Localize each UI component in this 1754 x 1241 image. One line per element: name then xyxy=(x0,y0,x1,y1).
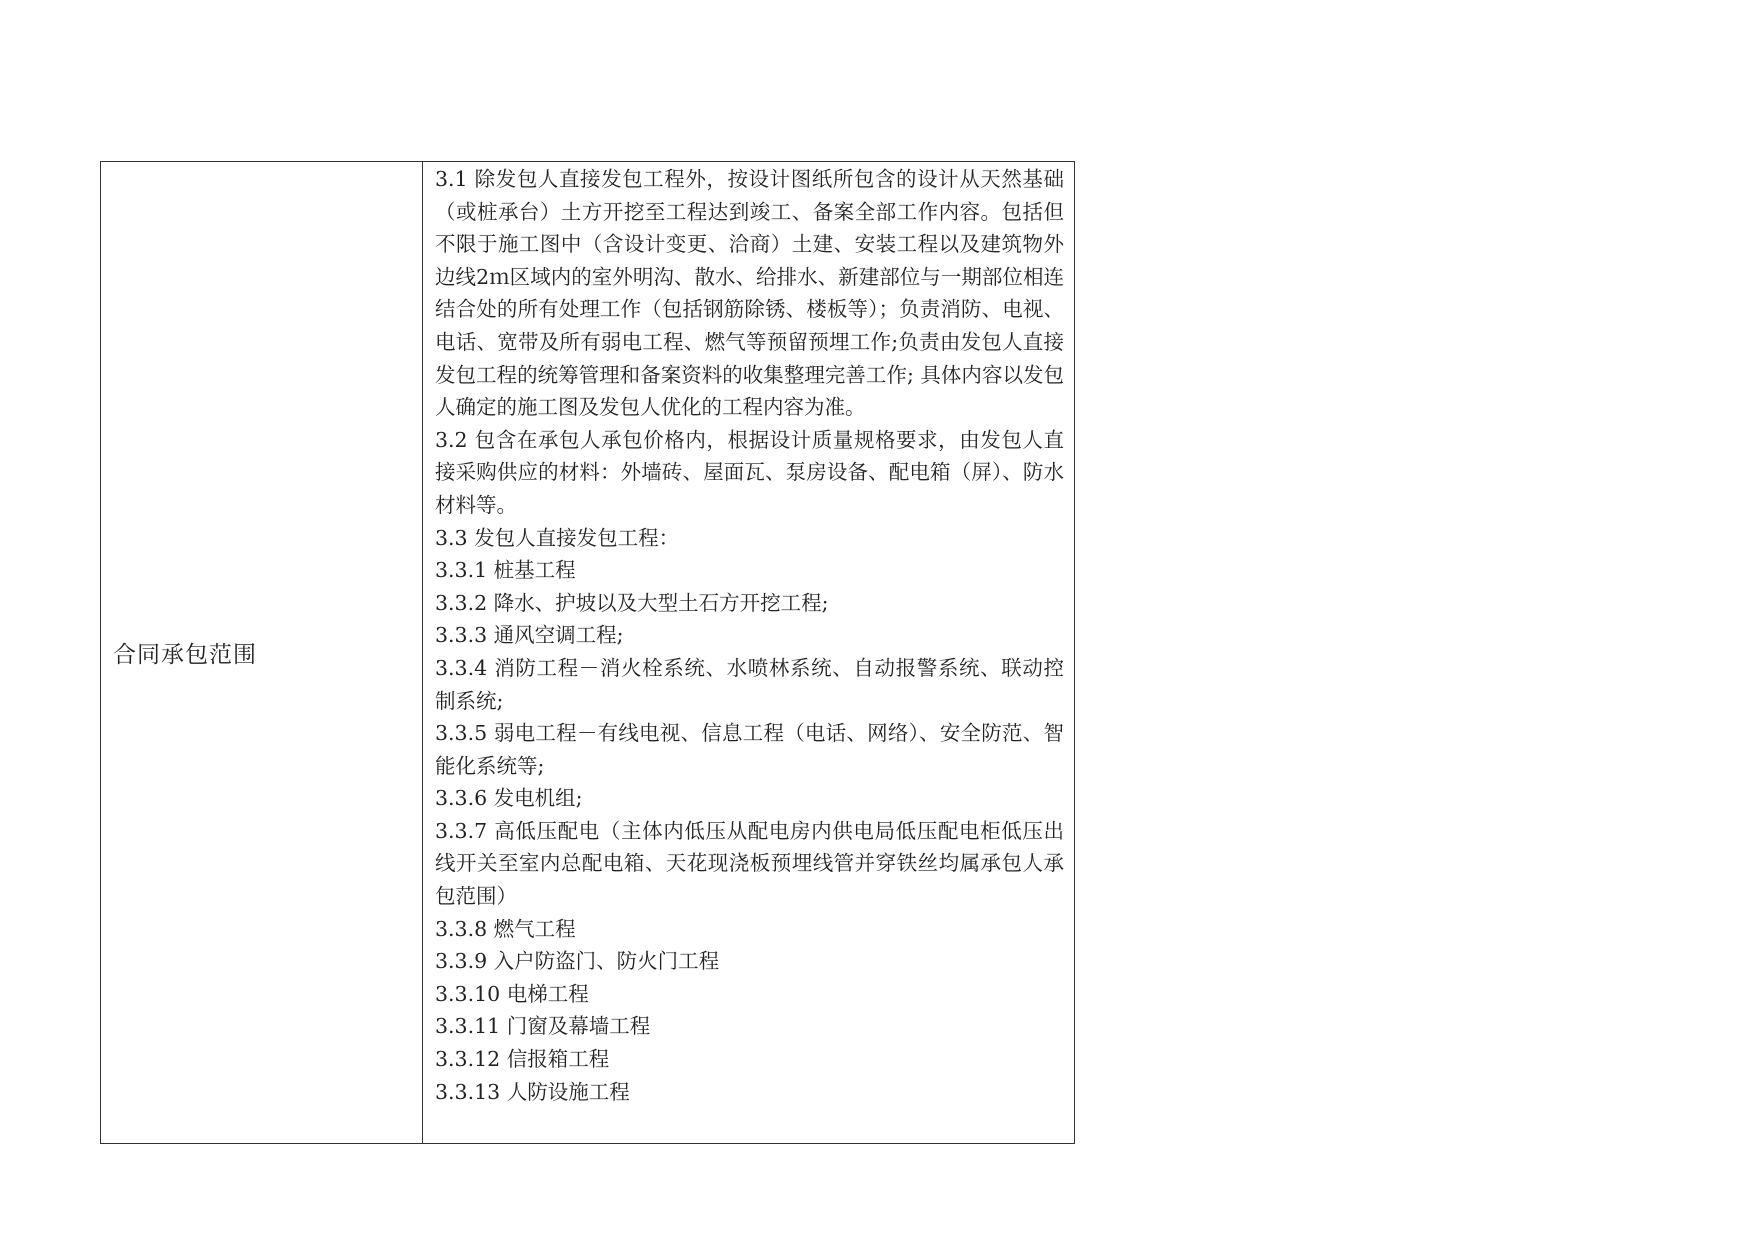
scope-item-3-3-8: 3.3.8 燃气工程 xyxy=(435,916,576,941)
scope-label: 合同承包范围 xyxy=(113,642,257,668)
scope-item-3-3-3: 3.3.3 通风空调工程; xyxy=(435,623,624,648)
scope-item-3-1: 3.1 除发包人直接发包工程外，按设计图纸所包含的设计从天然基础（或桩承台）土方开挖至工程达到竣工、备案全部工作内容。包括但不限于施工图中（含设计变更、洽商）土建、安装工程以及建筑物外边线2ｍ区域内的室外明沟、散水、给排水、新建部位与一期部位相连结合处的所有处理工作（包括钢筋除锈、楼板等）；负责消防、电视、电话、宽带及所有弱电工程、燃气等预留预埋工作;负责由发包人直接发包工程的统筹管理和备案资料的收集整理完善工作; 具体内容以发包人确定的施工图及发包人优化的工程内容为准。 xyxy=(435,167,1064,420)
scope-item-3-3-10: 3.3.10 电梯工程 xyxy=(435,981,589,1006)
scope-item-3-3: 3.3 发包人直接发包工程： xyxy=(435,525,680,550)
scope-label-cell xyxy=(101,162,423,1143)
scope-item-3-3-7: 3.3.7 高低压配电（主体内低压从配电房内供电局低压配电柜低压出线开关至室内总配电箱、天花现浇板预埋线管并穿铁丝均属承包人承包范围） xyxy=(435,818,1064,909)
scope-item-3-3-5: 3.3.5 弱电工程－有线电视、信息工程（电话、网络）、安全防范、智能化系统等; xyxy=(435,721,1064,778)
scope-item-3-3-4: 3.3.4 消防工程－消火栓系统、水喷林系统、自动报警系统、联动控制系统; xyxy=(435,655,1064,713)
scope-item-3-2: 3.2 包含在承包人承包价格内，根据设计质量规格要求，由发包人直接采购供应的材料：外墙砖、屋面瓦、泵房设备、配电箱（屏）、防水材料等。 xyxy=(435,427,1064,517)
scope-item-3-3-1: 3.3.1 桩基工程 xyxy=(435,558,576,583)
scope-item-3-3-11: 3.3.11 门窗及幕墙工程 xyxy=(435,1014,651,1039)
scope-item-3-3-9: 3.3.9 入户防盗门、防火门工程 xyxy=(435,949,720,974)
scope-item-3-3-2: 3.3.2 降水、护坡以及大型土石方开挖工程; xyxy=(435,590,829,615)
scope-item-3-3-12: 3.3.12 信报箱工程 xyxy=(435,1047,610,1072)
scope-item-3-3-13: 3.3.13 人防设施工程 xyxy=(435,1079,630,1104)
scope-item-3-3-6: 3.3.6 发电机组; xyxy=(435,786,583,811)
scope-content-cell xyxy=(423,162,1074,1143)
contract-scope-table xyxy=(100,161,1075,1144)
